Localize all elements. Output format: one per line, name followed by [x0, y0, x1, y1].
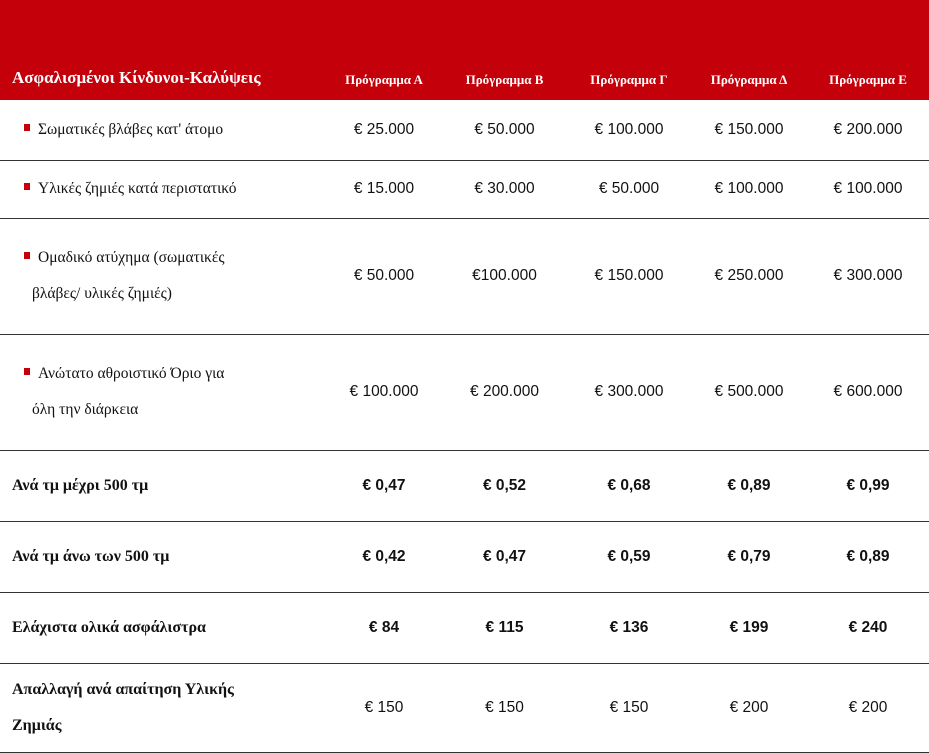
value-cell: € 300.000 [807, 218, 929, 334]
value-cell: € 100.000 [567, 100, 691, 160]
coverage-row [0, 218, 929, 334]
row-label [0, 521, 326, 592]
coverage-row [0, 100, 929, 160]
rate-row [0, 592, 929, 663]
label-line: Ομαδικό ατύχημα (σωματικές [38, 249, 225, 266]
value-cell: € 0,42 [326, 521, 442, 592]
deductible-label-1: Απαλλαγή ανά απαίτηση Υλικής [12, 680, 234, 698]
rate-row [0, 521, 929, 592]
value-cell: € 250.000 [691, 218, 807, 334]
rate-label: Ανά τμ μέχρι 500 τμ [12, 476, 149, 494]
value-cell: € 150.000 [567, 218, 691, 334]
value-cell: € 0,89 [691, 450, 807, 521]
plan-a-header: Πρόγραμμα Α [326, 0, 442, 100]
bullet-icon [24, 368, 30, 375]
value-cell: € 150 [326, 663, 442, 752]
value-cell: € 100.000 [691, 160, 807, 218]
value-cell: € 600.000 [807, 334, 929, 450]
value-cell: € 0,89 [807, 521, 929, 592]
plan-e-header: Πρόγραμμα Ε [807, 0, 929, 100]
coverage-row [0, 160, 929, 218]
value-cell: € 136 [567, 592, 691, 663]
value-cell: € 15.000 [326, 160, 442, 218]
deductible-row [0, 663, 929, 752]
value-cell: € 150 [567, 663, 691, 752]
row-label [0, 663, 326, 752]
value-cell: € 50.000 [442, 100, 567, 160]
value-cell: € 0,68 [567, 450, 691, 521]
bullet-icon [24, 124, 30, 131]
label-line: Σωματικές βλάβες κατ' άτομο [38, 120, 224, 138]
plan-b-header: Πρόγραμμα Β [442, 0, 567, 100]
value-cell: € 0,99 [807, 450, 929, 521]
value-cell: € 50.000 [567, 160, 691, 218]
value-cell: € 25.000 [326, 100, 442, 160]
rate-label: Ελάχιστα ολικά ασφάλιστρα [12, 618, 206, 636]
rate-label: Ανά τμ άνω των 500 τμ [12, 547, 170, 565]
value-cell: € 0,79 [691, 521, 807, 592]
value-cell: € 0,52 [442, 450, 567, 521]
row-label [0, 450, 326, 521]
deductible-label-2: Ζημιάς [12, 716, 62, 734]
value-cell: € 50.000 [326, 218, 442, 334]
row-label [0, 592, 326, 663]
value-cell: € 84 [326, 592, 442, 663]
row-label [0, 100, 326, 160]
value-cell: € 100.000 [326, 334, 442, 450]
plan-d-header: Πρόγραμμα Δ [691, 0, 807, 100]
value-cell: € 150 [442, 663, 567, 752]
value-cell: € 500.000 [691, 334, 807, 450]
row-label [0, 334, 326, 450]
coverage-row [0, 334, 929, 450]
rate-row [0, 450, 929, 521]
value-cell: €100.000 [442, 218, 567, 334]
value-cell: € 0,47 [442, 521, 567, 592]
value-cell: € 200.000 [442, 334, 567, 450]
label-line-2: όλη την διάρκεια [32, 401, 139, 418]
value-cell: € 199 [691, 592, 807, 663]
value-cell: € 100.000 [807, 160, 929, 218]
row-label [0, 218, 326, 334]
label-line: Υλικές ζημιές κατά περιστατικό [38, 180, 237, 197]
bullet-icon [24, 183, 30, 190]
value-cell: € 200.000 [807, 100, 929, 160]
value-cell: € 240 [807, 592, 929, 663]
header-row [0, 0, 929, 100]
value-cell: € 0,47 [326, 450, 442, 521]
label-line: Ανώτατο αθροιστικό Όριο για [38, 365, 225, 382]
value-cell: € 200 [691, 663, 807, 752]
header-title: Ασφαλισμένοι Κίνδυνοι-Καλύψεις [0, 0, 326, 100]
value-cell: € 150.000 [691, 100, 807, 160]
value-cell: € 200 [807, 663, 929, 752]
value-cell: € 0,59 [567, 521, 691, 592]
value-cell: € 30.000 [442, 160, 567, 218]
plan-c-header: Πρόγραμμα Γ [567, 0, 691, 100]
value-cell: € 115 [442, 592, 567, 663]
value-cell: € 300.000 [567, 334, 691, 450]
bullet-icon [24, 252, 30, 259]
row-label [0, 160, 326, 218]
label-line-2: βλάβες/ υλικές ζημιές) [32, 285, 172, 302]
